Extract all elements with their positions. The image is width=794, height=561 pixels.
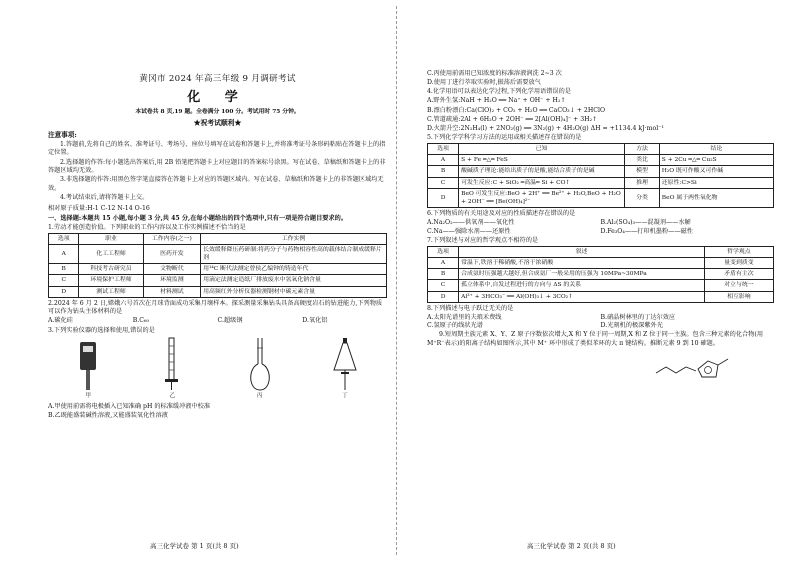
table-cell: 量变到质变 — [704, 258, 773, 269]
option: D.光刻机的极深紫外光 — [600, 322, 663, 330]
table-cell: 文物断代 — [143, 264, 200, 275]
option: A.野外生氢:NaH + H₂O ══ Na⁺ + OH⁻ + H₂↑ — [427, 97, 566, 105]
table-cell: 合成氨时压强越大越好,但合成氨厂一般采用的压强为 10MPa~30MPa — [459, 269, 705, 280]
table-cell: 矛盾有主次 — [704, 269, 773, 280]
table-cell: 环境监测 — [143, 275, 200, 286]
table-row — [49, 264, 387, 275]
notice-item: 4.考试结束后,请将答题卡上交。 — [60, 193, 149, 201]
ph-meter-figure — [77, 340, 99, 401]
option: C.氢原子的线状光谱 — [427, 322, 483, 330]
table-header: 工作内容(之一) — [143, 233, 200, 244]
table-cell: D — [428, 291, 459, 302]
apparatus-label: 乙 — [169, 393, 176, 400]
option: C.Na——强除水剂——还原性 — [427, 227, 511, 235]
table-row — [428, 280, 774, 291]
burette-figure — [157, 336, 187, 401]
question-5-stem: 5.下列化学学科学习方法的运用或相关描述存在错误的是 — [427, 133, 582, 141]
table-cell: 用滴定法测定造纸厂排放废水中氢氧化钠含量 — [201, 275, 387, 286]
table-cell: 科技考古研究员 — [79, 264, 143, 275]
question-6-options — [427, 219, 774, 236]
volumetric-flask-figure — [246, 336, 274, 401]
table-header: 选项 — [49, 233, 79, 244]
notice-item: 3.非选择题的作答:用黑色签字笔直接答在答题卡上对应的答题区域内。写在试卷、草稿纸和答题卡上的非答题区域均无效。 — [48, 176, 384, 192]
table-cell: C — [428, 177, 459, 188]
table-header: 选项 — [428, 144, 459, 155]
table-cell: 医药开发 — [143, 245, 200, 264]
option: D.火箭升空:2N₂H₄(l) + 2NO₂(g) ══ 3N₂(g) + 4H₂O(g) ΔH = +1134.4 kJ·mol⁻¹ — [427, 124, 664, 132]
table-cell: 模型 — [625, 166, 660, 177]
table-row — [428, 258, 774, 269]
table-row — [49, 286, 387, 297]
option: C.超级钢 — [217, 317, 243, 325]
question-5-table — [427, 143, 774, 208]
table-cell: D — [428, 188, 459, 207]
question-3-option-d: D.使用丁进行萃取实验时,振荡后需要放气 — [427, 79, 541, 87]
notice-title: 注意事项: — [48, 131, 77, 140]
table-cell: 分类 — [625, 188, 660, 207]
table-cell: 测试工程师 — [79, 286, 143, 297]
ph-meter-icon — [77, 340, 99, 392]
table-header: 叙述 — [459, 246, 705, 257]
table-cell: 化工工程师 — [79, 245, 143, 264]
table-cell: S + 2Cu ═△═ Cu₂S — [659, 155, 773, 166]
table-cell: 类比 — [625, 155, 660, 166]
option: B.C₆₀ — [132, 317, 149, 325]
cation-structure-figure — [427, 351, 774, 381]
option: A.碳化硅 — [48, 317, 73, 325]
table-row — [428, 177, 774, 188]
question-7-table — [427, 246, 774, 303]
section-heading: 一、选择题:本题共 15 小题,每小题 3 分,共 45 分,在每小题给出的四个选项中,只有一项是符合题目要求的。 — [48, 214, 348, 222]
separatory-funnel-icon — [332, 336, 358, 392]
table-row — [428, 166, 774, 177]
table-cell: 用高频红外分析仪器检测钢材中碳元素含量 — [201, 286, 387, 297]
option: D.Fe₃O₄——打印机墨粉——磁性 — [600, 227, 693, 235]
table-header: 选项 — [428, 246, 459, 257]
question-7-stem: 7.下列叙述与对应的哲学观点不相符的是 — [427, 236, 539, 244]
table-cell: BeO 可发生反应:BeO + 2H⁺ ══ Be²⁺ + H₂O,BeO + H₂O + 2OH⁻ ══ [Be(OH)₄]²⁻ — [459, 188, 625, 207]
table-header: 哲学观点 — [704, 246, 773, 257]
question-3-option-b: B.乙既能盛装碱性溶液,又能盛装氧化性溶液 — [48, 412, 168, 420]
atomic-masses: 相对原子质量:H-1 C-12 N-14 O-16 — [48, 205, 150, 213]
notice-item: 2.选择题的作答:每小题选出答案后,用 2B 铅笔把答题卡上对应题目的答案标号涂黑。写在试卷、草稿纸和答题卡上的非答题区域均无效。 — [48, 158, 386, 175]
option: A.太阳光谱里的夫琅禾费线 — [427, 313, 502, 321]
option: A.Na₂O₂——供氧剂——氧化性 — [427, 219, 515, 227]
notice-item: 1.答题前,先将自己的姓名、准考证号、考场号、座位号填写在试卷和答题卡上,并将准考证号条形码粘贴在答题卡上的指定位置。 — [48, 140, 386, 157]
table-cell: H₂O 既可作酸又可作碱 — [659, 166, 773, 177]
table-cell: 环境保护工程师 — [79, 275, 143, 286]
page-footer: 高三化学试卷 第 1 页(共 8 页) — [150, 542, 239, 551]
apparatus-label: 丙 — [256, 393, 263, 400]
option: B.Al₂(SO₄)₃——混凝剂——水解 — [600, 219, 691, 227]
table-cell: A — [428, 258, 459, 269]
table-cell: A — [49, 245, 79, 264]
table-cell: BeO 属于两性氧化物 — [659, 188, 773, 207]
table-cell: D — [49, 286, 79, 297]
table-row — [428, 269, 774, 280]
question-1-stem: 1.劳动才能创造价值。下列职业的工作内容以及工作实例描述不恰当的是 — [48, 223, 246, 231]
table-cell: S + Fe ═△═ FeS — [459, 155, 625, 166]
table-cell: Al³⁺ + 3HCO₃⁻ ══ Al(OH)₃↓ + 3CO₂↑ — [459, 291, 705, 302]
apparatus-label: 甲 — [85, 393, 91, 400]
table-cell: 用¹⁴C 断代法测定曾侯乙编钟的铸造年代 — [201, 264, 387, 275]
question-1-table — [48, 233, 387, 298]
table-header: 方法 — [625, 144, 660, 155]
table-cell: 还原性:C>Si — [659, 177, 773, 188]
table-cell: 对立与统一 — [704, 280, 773, 291]
table-cell: C — [428, 280, 459, 291]
table-header: 职业 — [79, 233, 143, 244]
option: B.漂白粉漂白:Ca(ClO)₂ + CO₂ + H₂O ══ CaCO₃↓ + 2HClO — [427, 106, 606, 114]
subject-title: 化 学 — [187, 89, 248, 105]
table-cell: 常温下,铁溶于稀硝酸,不溶于浓硝酸 — [459, 258, 705, 269]
question-8-options — [427, 314, 774, 331]
table-header: 结论 — [659, 144, 773, 155]
table-header: 已知 — [459, 144, 625, 155]
table-cell: C — [49, 275, 79, 286]
exam-title: 黄冈市 2024 年高三年级 9 月调研考试 — [139, 74, 296, 84]
page-2 — [397, 0, 794, 561]
burette-icon — [157, 336, 187, 392]
table-cell: 推理 — [625, 177, 660, 188]
question-3-stem: 3.下列实验仪器的选择和使用,错误的是 — [48, 326, 155, 334]
question-2-options — [48, 317, 387, 326]
page-footer: 高三化学试卷 第 2 页(共 8 页) — [527, 542, 616, 551]
question-4-stem: 4.化学用语可以表达化学过程,下列化学用语错误的是 — [427, 88, 571, 96]
option: D.氧化铝 — [302, 317, 328, 325]
separatory-funnel-figure — [332, 336, 358, 401]
question-6-stem: 6.下列物质的有关用途及对应的性质描述存在错误的是 — [427, 209, 576, 217]
apparatus-label: 丁 — [342, 393, 348, 400]
table-cell: B — [428, 269, 459, 280]
table-cell: B — [428, 166, 459, 177]
table-cell: 可发生反应:C + SiO₂ ═高温═ Si + CO↑ — [459, 177, 625, 188]
table-cell: A — [428, 155, 459, 166]
volumetric-flask-icon — [246, 336, 274, 392]
table-cell: 酸碱质子理论:能给出质子的是酸,能结合质子的是碱 — [459, 166, 625, 177]
exam-info: 本试卷共 8 页,19 题。全卷满分 100 分。考试用时 75 分钟。 — [135, 108, 300, 115]
question-3-option-c: C.丙使用前需用已知浓度的标准溶液润洗 2~3 次 — [427, 70, 562, 77]
good-luck-banner: ★祝考试顺利★ — [193, 118, 242, 127]
table-cell: 材料测试 — [143, 286, 200, 297]
question-9-stem: 9.短周期主族元素 X、Y、Z 原子序数依次增大,X 和 Y 位于同一周期,X 和 Z 位于同一主族。包含三种元素的化合物(用 M⁺R⁻表示)的阳离子结构如图所示,其中 M⁺ 环中形成了类似苯环的大 π 键结构。推断元素 9 到 10 確題。 — [427, 331, 764, 348]
table-cell: 孤立体系中,自发过程进行的方向与 ΔS 的关系 — [459, 280, 705, 291]
option: C.管道疏通:2Al + 6H₂O + 2OH⁻ ══ 2[Al(OH)₄]⁻ + 3H₂↑ — [427, 115, 598, 123]
table-row — [428, 155, 774, 166]
table-row — [428, 291, 774, 302]
table-cell: 相互影响 — [704, 291, 773, 302]
option: B.硝晶树林里的丁达尔效应 — [600, 313, 676, 321]
question-3-option-a: A.甲使用前需将电极插入已知准确 pH 的标准缓冲液中校准 — [48, 403, 211, 411]
table-cell: 长效缓释降压药研制:将药分子与药物相容性高的载体结合制成缓释片剂 — [201, 245, 387, 264]
table-row — [428, 188, 774, 207]
table-header: 工作实例 — [201, 233, 387, 244]
table-row — [49, 245, 387, 264]
question-8-stem: 8.下列描述与电子跃迁无关的是 — [427, 304, 514, 312]
cation-structure-icon — [654, 351, 744, 381]
apparatus-row — [48, 337, 387, 401]
question-2-stem: 2.2024 年 6 月 2 日,嫦娥六号首次在月球背面成功采集月壤样本。探采测量采集钻头具备高硬度岩石的钻进能力,下列物质可以作为钻头主体材料的是 — [48, 299, 383, 316]
table-row — [49, 275, 387, 286]
table-cell: B — [49, 264, 79, 275]
